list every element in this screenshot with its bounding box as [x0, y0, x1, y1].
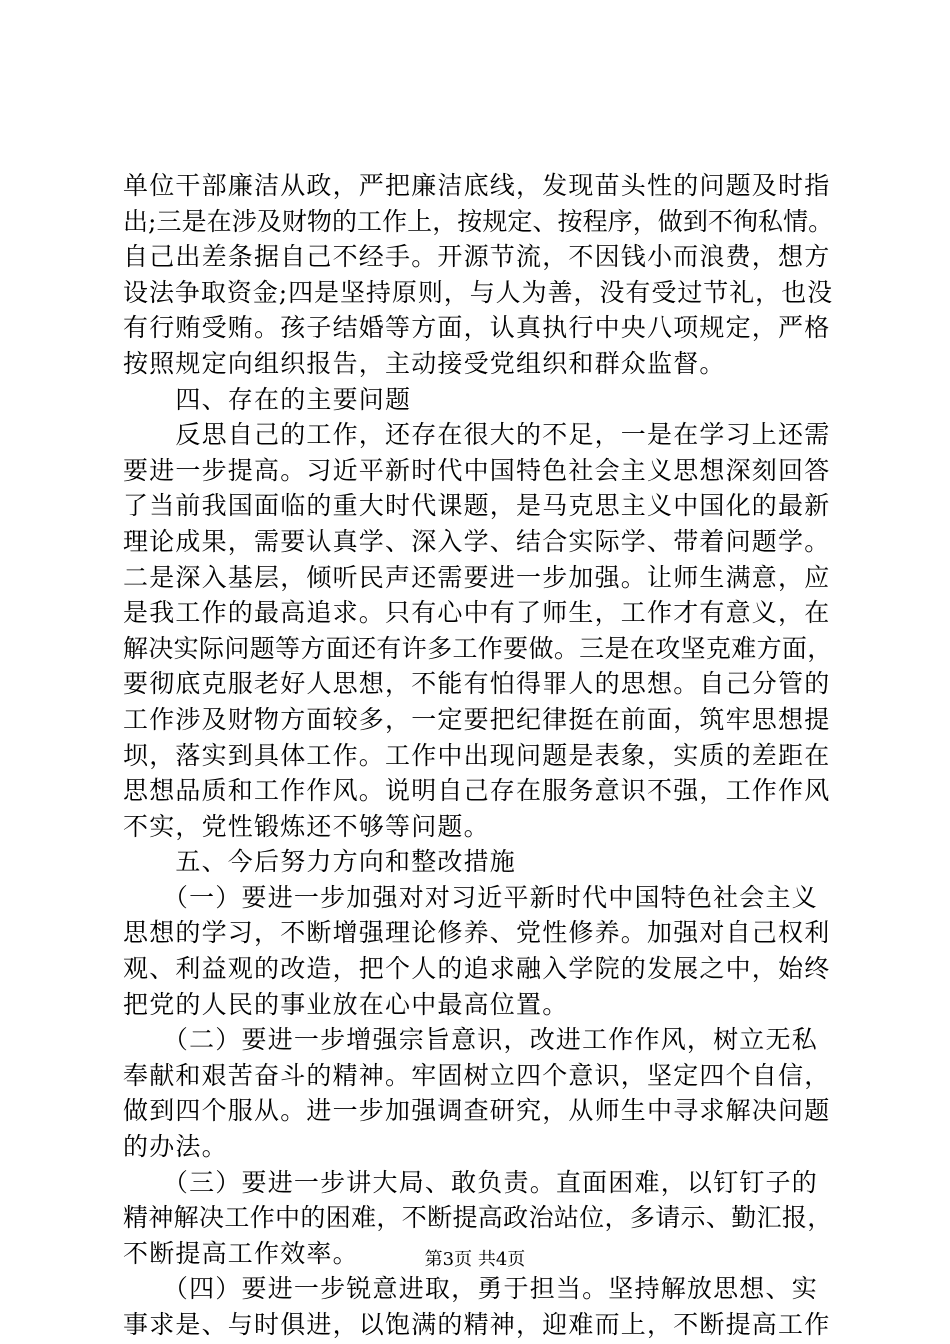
text-line: 出;三是在涉及财物的工作上，按规定、按程序，做到不徇私情。	[123, 206, 834, 236]
text-line: 工作涉及财物方面较多，一定要把纪律挺在前面，筑牢思想提	[123, 704, 831, 734]
text-line: 按照规定向组织报告，主动接受党组织和群众监督。	[123, 348, 726, 378]
text-line: （三）要进一步讲大局、敢负责。直面困难，以钉钉子的	[123, 1167, 818, 1197]
text-line: 观、利益观的改造，把个人的追求融入学院的发展之中，始终	[123, 954, 831, 984]
text-line: 单位干部廉洁从政，严把廉洁底线，发现苗头性的问题及时指	[123, 171, 831, 200]
text-line: 反思自己的工作，还存在很大的不足，一是在学习上还需	[123, 420, 831, 450]
document-body	[123, 168, 833, 1343]
text-line: 了当前我国面临的重大时代课题，是马克思主义中国化的最新	[123, 491, 831, 521]
text-line: 是我工作的最高追求。只有心中有了师生，工作才有意义，在	[123, 598, 831, 628]
text-line: 理论成果，需要认真学、深入学、结合实际学、带着问题学。	[123, 526, 831, 556]
text-line: 有行贿受贿。孩子结婚等方面，认真执行中央八项规定，严格	[123, 313, 831, 343]
text-line: 要进一步提高。习近平新时代中国特色社会主义思想深刻回答	[123, 455, 831, 485]
text-line: 设法争取资金;四是坚持原则，与人为善，没有受过节礼，也没	[123, 277, 834, 307]
text-line: 五、今后努力方向和整改措施	[123, 847, 517, 877]
text-line: （二）要进一步增强宗旨意识，改进工作作风，树立无私	[123, 1025, 818, 1055]
text-line: 事求是、与时俱进，以饱满的精神，迎难而上，不断提高工作	[123, 1310, 831, 1339]
text-line: 四、存在的主要问题	[123, 384, 412, 414]
text-line: 解决实际问题等方面还有许多工作要做。三是在攻坚克难方面，	[123, 633, 833, 663]
text-line: 要彻底克服老好人思想，不能有怕得罪人的思想。自己分管的	[123, 669, 831, 699]
text-line: 思想的学习，不断增强理论修养、党性修养。加强对自己权利	[123, 918, 831, 948]
text-line: 精神解决工作中的困难，不断提高政治站位，多请示、勤汇报，	[123, 1203, 833, 1233]
text-line: 奉献和艰苦奋斗的精神。牢固树立四个意识，坚定四个自信，	[123, 1060, 831, 1090]
text-line: 坝，落实到具体工作。工作中出现问题是表象，实质的差距在	[123, 740, 831, 770]
text-line: （一）要进一步加强对对习近平新时代中国特色社会主义	[123, 882, 818, 912]
text-line: 不实，党性锻炼还不够等问题。	[123, 811, 490, 841]
text-line: （四）要进一步锐意进取，勇于担当。坚持解放思想、实	[123, 1274, 818, 1304]
page-footer: 第3页 共4页	[424, 1249, 526, 1270]
text-line: 的办法。	[123, 1132, 228, 1162]
text-line: 不断提高工作效率。	[123, 1238, 359, 1268]
text-line: 把党的人民的事业放在心中最高位置。	[123, 989, 569, 1019]
text-line: 做到四个服从。进一步加强调查研究，从师生中寻求解决问题	[123, 1096, 831, 1126]
text-line: 二是深入基层，倾听民声还需要进一步加强。让师生满意，应	[123, 562, 831, 592]
text-line: 自己出差条据自己不经手。开源节流，不因钱小而浪费，想方	[123, 242, 831, 272]
text-line: 思想品质和工作作风。说明自己存在服务意识不强，工作作风	[123, 776, 831, 806]
